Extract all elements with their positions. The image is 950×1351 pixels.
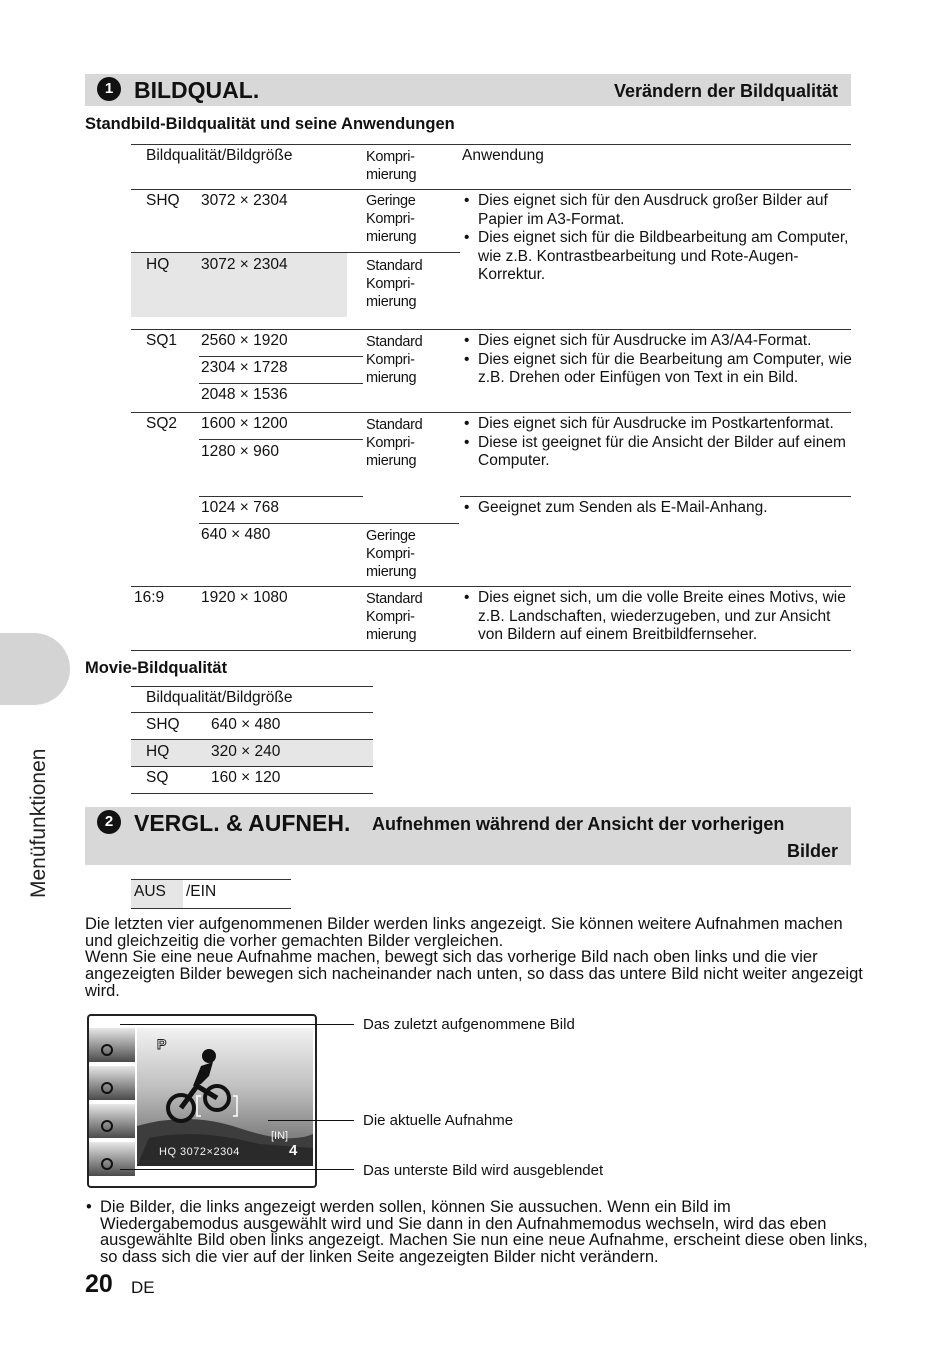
callout-hidden: Das unterste Bild wird ausgeblendet [363,1162,604,1179]
quality-hq: HQ [146,256,170,273]
chapter-tab [0,633,70,705]
usage-list-1 [462,192,854,285]
option-off: AUS [134,883,166,900]
size-sq2-a: 1600 × 1200 [201,415,288,432]
movie-quality-sq: SQ [146,769,169,786]
compression-sq2: Standard Kompri- mierung [366,417,423,470]
compression-16-9: Standard Kompri- mierung [366,591,423,644]
size-sq1-b: 2304 × 1728 [201,359,288,376]
size-shq: 3072 × 2304 [201,192,288,209]
section2-title: VERGL. & AUFNEH. [134,810,351,836]
header-usage: Anwendung [462,147,544,164]
size-sq2-b: 1280 × 960 [201,443,280,460]
usage-item: • Dies eignet sich, um die volle Breite eines Motivs, wie z.B. Landschaften, wiederzugeben, und zur Ansicht von Bildern auf einem Breitbildfernseher. [462,589,854,645]
usage-list-2 [462,332,854,388]
usage-list-5 [462,589,854,645]
usage-list-3 [462,415,854,471]
compression-hq: Standard Kompri- mierung [366,258,423,311]
quality-shq: SHQ [146,192,180,209]
movie-size-sq: 160 × 120 [211,769,281,786]
section-title: BILDQUAL. [134,77,260,103]
movie-heading: Movie-Bildqualität [85,659,228,677]
size-16-9: 1920 × 1080 [201,589,288,606]
description [85,916,865,1000]
quality-sq1: SQ1 [146,332,178,349]
header-quality-size: Bildqualität/Bildgröße [146,147,293,164]
page-number: 20 [85,1270,113,1298]
language-code: DE [131,1278,155,1297]
movie-header: Bildqualität/Bildgröße [146,689,293,706]
note-item: • Die Bilder, die links angezeigt werden sollen, können Sie aussuchen. Wenn ein Bild im Wiedergabemodus ausgewählt wird und Sie dann in den Aufnahmemodus wechseln, wird das eben ausgewählte Bild oben links angezeigt. Machen Sie nun eine neue Aufnahme, erscheint diese oben links, so dass sich die vier auf der linken Seite angezeigten Bilder nicht verändern. [84,1199,869,1266]
remaining-count: 4 [289,1142,298,1159]
usage-item: • Dies eignet sich für die Bearbeitung am Computer, wie z.B. Drehen oder Einfügen von Text in ein Bild. [462,351,854,388]
chapter-tab-label: Menüfunktionen [27,748,50,898]
description-paragraph: Die letzten vier aufgenommenen Bilder werden links angezeigt. Sie können weitere Aufnahmen machen und gleichzeitig die vorher gemachten Bilder vergleichen. [85,915,843,950]
description-paragraph: Wenn Sie eine neue Aufnahme machen, bewegt sich das vorherige Bild nach oben links und die vier angezeigten Bilder bewegen sich nacheinander nach unten, so dass das untere Bild nicht weiter angezeigt wird. [85,948,863,1000]
movie-quality-hq: HQ [146,743,170,760]
size-sq2-c: 1024 × 768 [201,499,280,516]
usage-item: • Dies eignet sich für Ausdrucke im Postkartenformat. [462,415,854,434]
callout-current: Die aktuelle Aufnahme [363,1112,514,1129]
quality-readout: HQ 3072×2304 [159,1146,240,1158]
compression-sq2-d: Geringe Kompri- mierung [366,528,417,581]
screen-illustration [89,1016,315,1186]
usage-item: • Geeignet zum Senden als E-Mail-Anhang. [462,499,854,518]
quality-16-9: 16:9 [134,589,165,606]
movie-quality-shq: SHQ [146,716,180,733]
usage-item: • Dies eignet sich für Ausdrucke im A3/A4-Format. [462,332,854,351]
size-sq2-d: 640 × 480 [201,526,271,543]
camera-screen [87,1014,317,1188]
callout-latest: Das zuletzt aufgenommene Bild [363,1016,575,1033]
header-compression: Kompri- mierung [366,149,417,184]
compression-sq1: Standard Kompri- mierung [366,334,423,387]
usage-item: • Dies eignet sich für den Ausdruck großer Bilder auf Papier im A3-Format. [462,192,854,229]
mode-icon: P [157,1036,167,1052]
size-sq1-a: 2560 × 1920 [201,332,288,349]
subsection-heading: Standbild-Bildqualität und seine Anwendungen [85,115,455,133]
callout-line-current [268,1120,354,1121]
usage-item: • Dies eignet sich für die Bildbearbeitung am Computer, wie z.B. Kontrastbearbeitung und Rote-Augen-Korrektur. [462,229,854,285]
note-list [84,1199,869,1266]
section2-subtitle-a: Aufnehmen während der Ansicht der vorherigen [372,814,785,834]
size-sq1-c: 2048 × 1536 [201,386,288,403]
section-number-badge: 1 [97,77,121,101]
movie-size-shq: 640 × 480 [211,716,281,733]
usage-item: • Diese ist geeignet für die Ansicht der Bilder auf einem Computer. [462,434,854,471]
storage-badge: [IN] [271,1130,289,1142]
size-hq: 3072 × 2304 [201,256,288,273]
section2-subtitle-b: Bilder [786,841,838,861]
usage-list-4 [462,499,854,518]
movie-size-hq: 320 × 240 [211,743,281,760]
section-subtitle: Verändern der Bildqualität [613,81,838,101]
compression-shq: Geringe Kompri- mierung [366,193,417,246]
callout-line-latest [120,1024,354,1025]
option-on: /EIN [186,883,217,900]
callout-line-hidden [120,1169,354,1170]
section2-number-badge: 2 [97,810,121,834]
quality-sq2: SQ2 [146,415,178,432]
